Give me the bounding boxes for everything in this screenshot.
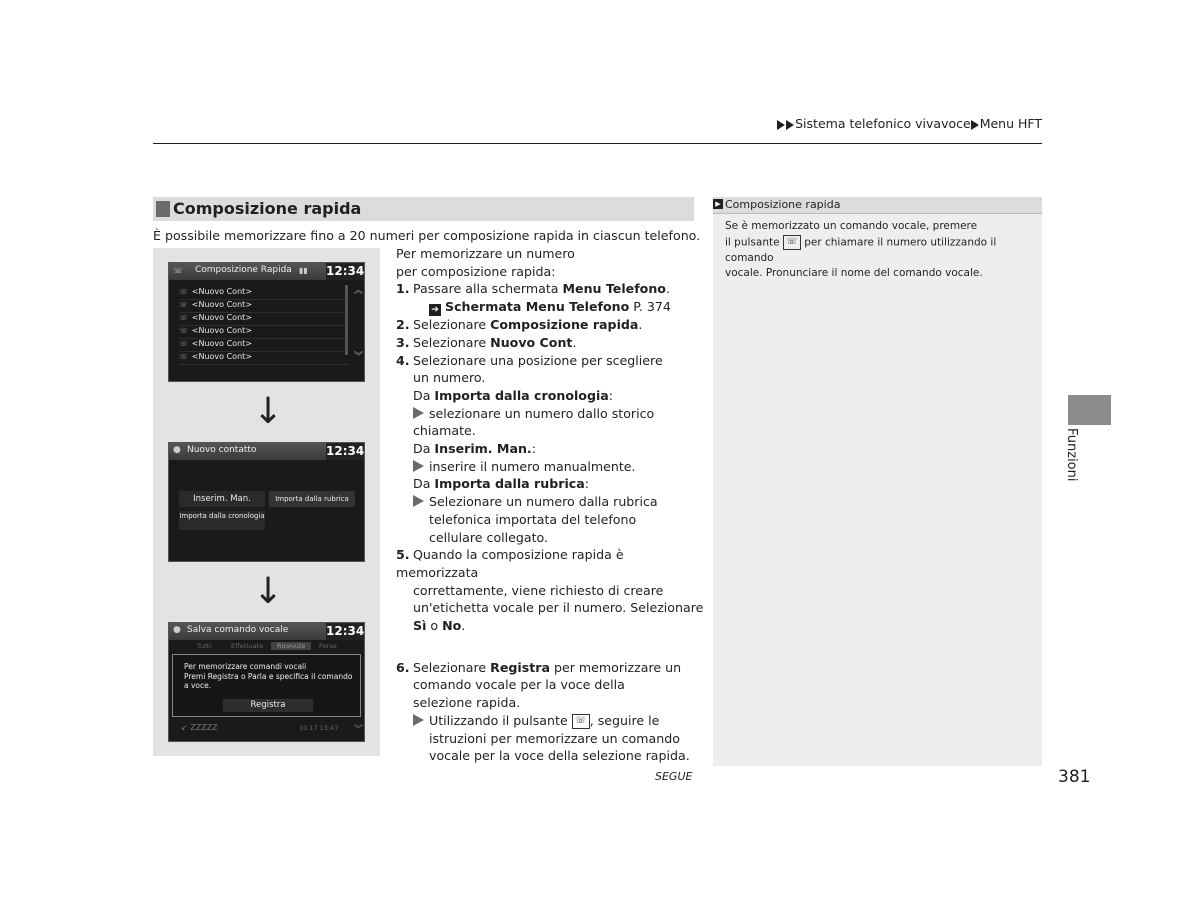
chevron-down-icon[interactable]: ︾ xyxy=(354,352,364,362)
manual-entry-button[interactable]: Inserim. Man. xyxy=(179,491,265,507)
list-item-label: <Nuovo Cont> xyxy=(191,287,252,296)
screen-title: Composizione Rapida xyxy=(195,265,292,275)
call-date: 10.17 13:47 xyxy=(299,724,339,732)
triangle-icon xyxy=(777,120,785,130)
back-icon[interactable]: ● xyxy=(173,445,181,455)
step-3: 3. Selezionare Nuovo Cont. xyxy=(396,334,577,350)
step-4: 4. Selezionare una posizione per scegliere xyxy=(396,352,663,368)
list-item[interactable] xyxy=(179,300,349,313)
list-item-label: <Nuovo Cont> xyxy=(191,313,252,322)
triangle-icon xyxy=(413,495,424,507)
step-5-options: Sì o No. xyxy=(413,618,466,634)
tab-outgoing[interactable]: Effettuate xyxy=(231,642,264,650)
list-item-label: <Nuovo Cont> xyxy=(191,339,252,348)
reference-arrow-icon: ➔ xyxy=(429,304,441,316)
clock: 12:34 xyxy=(326,624,365,638)
chapter-tab-label: Funzioni xyxy=(1064,428,1079,482)
dialog-message-title: Per memorizzare comandi vocali xyxy=(184,662,307,671)
sidebar-note-box xyxy=(713,213,1042,766)
step-6-sub-cont: vocale per la voce della selezione rapida. xyxy=(429,748,690,764)
phone-icon: ☏ xyxy=(173,266,184,275)
phone-icon: ☏ xyxy=(179,353,188,361)
list-item[interactable] xyxy=(179,313,349,326)
import-phonebook-button[interactable]: Importa dalla rubrica xyxy=(269,491,355,507)
phone-icon: ☏ xyxy=(179,288,188,296)
step-5: 5. Quando la composizione rapida è memorizzata xyxy=(396,547,624,580)
option-history-label: Da Importa dalla cronologia: xyxy=(413,387,614,403)
section-title: Composizione rapida xyxy=(173,199,362,218)
talk-button-icon: ☏ xyxy=(783,235,801,250)
step-1-ref[interactable]: ➔ Schermata Menu Telefono P. 374 xyxy=(396,298,706,316)
page-number: 381 xyxy=(1058,767,1091,787)
triangle-icon xyxy=(971,120,979,130)
dialog-message-body: Premi Registra o Parla e specifica il comando a voce. xyxy=(184,671,353,690)
contact-name: ZZZZZ xyxy=(190,723,218,732)
clock: 12:34 xyxy=(326,264,365,278)
call-icon: ↙ xyxy=(181,723,191,732)
intro-text: È possibile memorizzare fino a 20 numeri per composizione rapida in ciascun telefono. xyxy=(153,228,701,243)
screen-header xyxy=(169,443,364,460)
dialog-box xyxy=(172,654,361,717)
arrow-down-icon: ↓ xyxy=(253,571,284,612)
step-6-sub-cont: istruzioni per memorizzare un comando xyxy=(429,730,680,746)
record-button[interactable]: Registra xyxy=(223,699,313,712)
tab-incoming[interactable]: Ricevute xyxy=(271,642,311,650)
chevron-up-icon[interactable]: ︽ xyxy=(354,286,364,296)
step-2: 2. Selezionare Composizione rapida. xyxy=(396,317,643,333)
note-marker-icon: ▶ xyxy=(713,199,723,209)
step-4-cont: un numero. xyxy=(413,370,486,386)
figure-panel xyxy=(153,248,380,756)
step-6: 6. Selezionare Registra per memorizzare un xyxy=(396,659,682,675)
phone-icon: ☏ xyxy=(179,314,188,322)
step-1: 1. Passare alla schermata Menu Telefono. xyxy=(396,281,670,297)
phone-icon: ☏ xyxy=(179,301,188,309)
tab-all[interactable]: Tutti xyxy=(197,642,212,650)
sidebar-note-title: Composizione rapida xyxy=(725,198,841,211)
list-item-label: <Nuovo Cont> xyxy=(191,352,252,361)
talk-button-icon: ☏ xyxy=(572,714,590,729)
list-item[interactable] xyxy=(179,352,349,365)
screen-title: Nuovo contatto xyxy=(187,445,257,455)
option-phonebook-label: Da Importa dalla rubrica: xyxy=(413,476,589,492)
triangle-icon xyxy=(786,120,794,130)
list-item[interactable] xyxy=(179,287,349,300)
step-6-cont: comando vocale per la voce della xyxy=(413,677,625,693)
breadcrumb xyxy=(777,116,1042,131)
step-5-cont: un'etichetta vocale per il numero. Selezionare xyxy=(413,600,704,616)
clock: 12:34 xyxy=(326,444,365,458)
breadcrumb-item[interactable]: Sistema telefonico vivavoce xyxy=(795,116,971,131)
step-6-cont: selezione rapida. xyxy=(413,695,521,711)
import-history-button[interactable]: Importa dalla cronologia xyxy=(179,511,265,530)
chapter-tab[interactable] xyxy=(1068,395,1111,425)
steps-intro: Per memorizzare un numero per composizione rapida: xyxy=(396,246,575,279)
screen-speed-dial xyxy=(168,262,365,382)
scrollbar[interactable] xyxy=(345,285,348,355)
step-5-cont: correttamente, viene richiesto di creare xyxy=(413,582,664,598)
screen-save-voice-command xyxy=(168,622,365,742)
continued-label: SEGUE xyxy=(655,770,693,783)
option-manual-label: Da Inserim. Man.: xyxy=(413,441,536,457)
signal-icon: ▮▮ xyxy=(299,266,308,275)
tab-missed[interactable]: Perse xyxy=(319,642,337,650)
phone-icon: ☏ xyxy=(179,327,188,335)
screen-header xyxy=(169,623,364,640)
list-item[interactable] xyxy=(179,339,349,352)
step-6-sub: Utilizzando il pulsante ☏ , seguire le xyxy=(396,712,706,730)
option-phonebook-text-cont: cellulare collegato. xyxy=(429,529,549,545)
sidebar-note-text: Se è memorizzato un comando vocale, premere il pulsante ☏ per chiamare il numero utilizzando il comando vocale. Pronunciare il nome del comando vocale. xyxy=(725,220,997,279)
option-phonebook-text: Selezionare un numero dalla rubrica xyxy=(396,493,706,511)
list-item[interactable] xyxy=(181,723,218,732)
option-manual-text: inserire il numero manualmente. xyxy=(396,458,706,476)
arrow-down-icon: ↓ xyxy=(253,391,284,432)
option-history-text: selezionare un numero dallo storico chiamate. xyxy=(413,405,655,439)
screen-new-contact xyxy=(168,442,365,562)
option-phonebook-text-cont: telefonica importata del telefono xyxy=(429,511,637,527)
triangle-icon xyxy=(413,714,424,726)
header-rule xyxy=(153,143,1042,144)
triangle-icon xyxy=(413,407,424,419)
heading-square-icon xyxy=(156,201,170,217)
chevron-down-icon[interactable]: ︾ xyxy=(354,725,364,735)
triangle-icon xyxy=(413,460,424,472)
list-item-label: <Nuovo Cont> xyxy=(191,300,252,309)
breadcrumb-item[interactable]: Menu HFT xyxy=(979,116,1042,131)
phone-icon: ☏ xyxy=(179,340,188,348)
list-item-label: <Nuovo Cont> xyxy=(191,326,252,335)
steps-list xyxy=(396,245,706,765)
list-item[interactable] xyxy=(179,326,349,339)
back-icon[interactable]: ● xyxy=(173,625,181,635)
screen-header xyxy=(169,263,364,280)
screen-title: Salva comando vocale xyxy=(187,625,289,635)
